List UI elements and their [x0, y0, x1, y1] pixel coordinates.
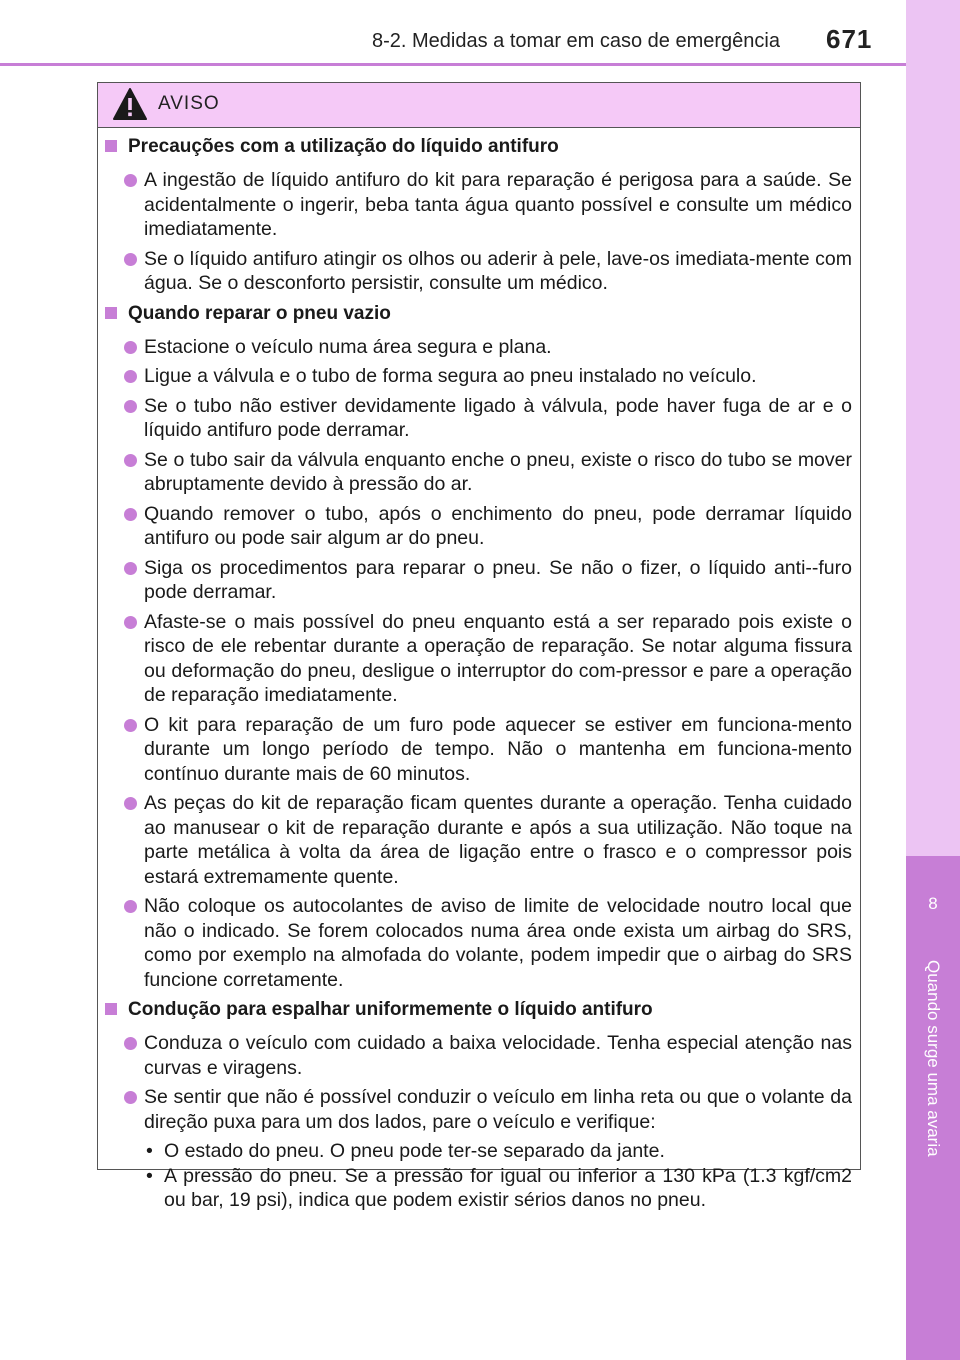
header-rule — [0, 63, 906, 66]
list-item — [102, 894, 852, 992]
section-title-text: Quando reparar o pneu vazio — [128, 302, 391, 324]
bullet-icon — [124, 253, 137, 266]
bullet-icon — [124, 400, 137, 413]
bullet-icon — [124, 900, 137, 913]
item-text: Estacione o veículo numa área segura e plana. — [144, 335, 552, 358]
warning-box — [97, 82, 861, 1211]
list-item — [102, 1085, 852, 1134]
warning-triangle-icon — [112, 87, 148, 121]
list-item — [102, 335, 852, 360]
list-item — [102, 556, 852, 605]
warning-header — [98, 83, 860, 128]
sub-bullet-icon: • — [146, 1140, 153, 1162]
list-item — [102, 1031, 852, 1080]
list-item — [102, 364, 852, 389]
item-text: Afaste-se o mais possível do pneu enquanto está a ser reparado pois existe o risco de ele rebentar durante a operação de reparação. Se notar alguma fissura ou deformação do pneu, desligue o interruptor do com-pressor e pare a operação de reparação imediatamente. — [144, 610, 852, 706]
bullet-icon — [124, 616, 137, 629]
section-title — [102, 997, 852, 1022]
item-text: Quando remover o tubo, após o enchimento do pneu, pode derramar líquido antifuro ou pode sair algum ar do pneu. — [144, 502, 852, 549]
list-item — [102, 610, 852, 708]
section-title — [102, 301, 852, 326]
list-item — [102, 168, 852, 242]
square-bullet-icon — [105, 140, 117, 152]
sub-item-text: A pressão do pneu. Se a pressão for igual ou inferior a 130 kPa (1.3 kgf/cm2 ou bar, 19 psi), indica que podem existir sérios danos no pneu. — [164, 1164, 852, 1211]
bullet-icon — [124, 174, 137, 187]
section-title-text: Precauções com a utilização do líquido antifuro — [128, 136, 559, 157]
item-text: As peças do kit de reparação ficam quentes durante a operação. Tenha cuidado ao manusear o kit de reparação durante e após a sua utilização. Não toque na parte metálica à volta da área de ligação entre o frasco e o compressor pois estará extremamente quente. — [144, 792, 852, 888]
item-text: Se o tubo não estiver devidamente ligado à válvula, pode haver fuga de ar e o líquido antifuro pode derramar. — [144, 394, 852, 441]
item-text: Não coloque os autocolantes de aviso de limite de velocidade noutro local que não o indicado. Se forem colocados numa área onde exista um airbag do SRS, como por exemplo na almofada do volante, podem impedir que o airbag do SRS funcione corretamente. — [144, 895, 852, 991]
bullet-icon — [124, 454, 137, 467]
list-item — [102, 713, 852, 787]
item-text: Se sentir que não é possível conduzir o veículo em linha reta ou que o volante da direção puxa para um dos lados, pare o veículo e verifique: — [144, 1086, 852, 1133]
chapter-title: Quando surge uma avaria — [924, 960, 943, 1157]
list-item — [102, 502, 852, 551]
sub-item-text: O estado do pneu. O pneu pode ter-se separado da jante. — [164, 1140, 665, 1162]
item-text: Ligue a válvula e o tubo de forma segura ao pneu instalado no veículo. — [144, 365, 757, 387]
item-text: A ingestão de líquido antifuro do kit para reparação é perigosa para a saúde. Se acidentalmente o ingerir, beba tanta água quanto possível e consulte um médico imediatamente. — [144, 169, 852, 240]
bullet-icon — [124, 508, 137, 521]
bullet-icon — [124, 719, 137, 732]
item-text: Conduza o veículo com cuidado a baixa velocidade. Tenha especial atenção nas curvas e viragens. — [144, 1032, 852, 1079]
square-bullet-icon — [105, 1003, 117, 1015]
bullet-icon — [124, 1091, 137, 1104]
bullet-icon — [124, 562, 137, 575]
chapter-number: 8 — [928, 894, 938, 913]
list-item — [102, 394, 852, 443]
item-text: Se o tubo sair da válvula enquanto enche o pneu, existe o risco do tubo se mover abruptamente devido à pressão do ar. — [144, 448, 852, 495]
square-bullet-icon — [105, 307, 117, 319]
section-header: 8-2. Medidas a tomar em caso de emergência — [372, 30, 780, 52]
bullet-icon — [124, 797, 137, 810]
list-item — [102, 791, 852, 889]
chapter-tab[interactable] — [906, 856, 960, 1360]
list-item — [102, 448, 852, 497]
section-title — [102, 134, 852, 159]
warning-body — [98, 128, 860, 1213]
bullet-icon — [124, 1037, 137, 1050]
item-text: Siga os procedimentos para reparar o pneu. Se não o fizer, o líquido anti--furo pode derramar. — [144, 556, 852, 603]
item-text: Se o líquido antifuro atingir os olhos ou aderir à pele, lave-os imediata-mente com água. Se o desconforto persistir, consulte um médico. — [144, 247, 852, 294]
bullet-icon — [124, 370, 137, 383]
section-title-text: Condução para espalhar uniformemente o líquido antifuro — [128, 999, 653, 1020]
sub-list-item — [102, 1164, 852, 1213]
list-item — [102, 247, 852, 296]
sub-bullet-icon: • — [146, 1164, 153, 1187]
warning-label: AVISO — [158, 93, 220, 114]
page-number: 671 — [826, 24, 873, 54]
bullet-icon — [124, 341, 137, 354]
item-text: O kit para reparação de um furo pode aquecer se estiver em funciona-mento durante um longo período de tempo. Não o mantenha em funciona-mento contínuo durante mais de 60 minutos. — [144, 713, 852, 785]
sub-list-item — [102, 1139, 852, 1164]
